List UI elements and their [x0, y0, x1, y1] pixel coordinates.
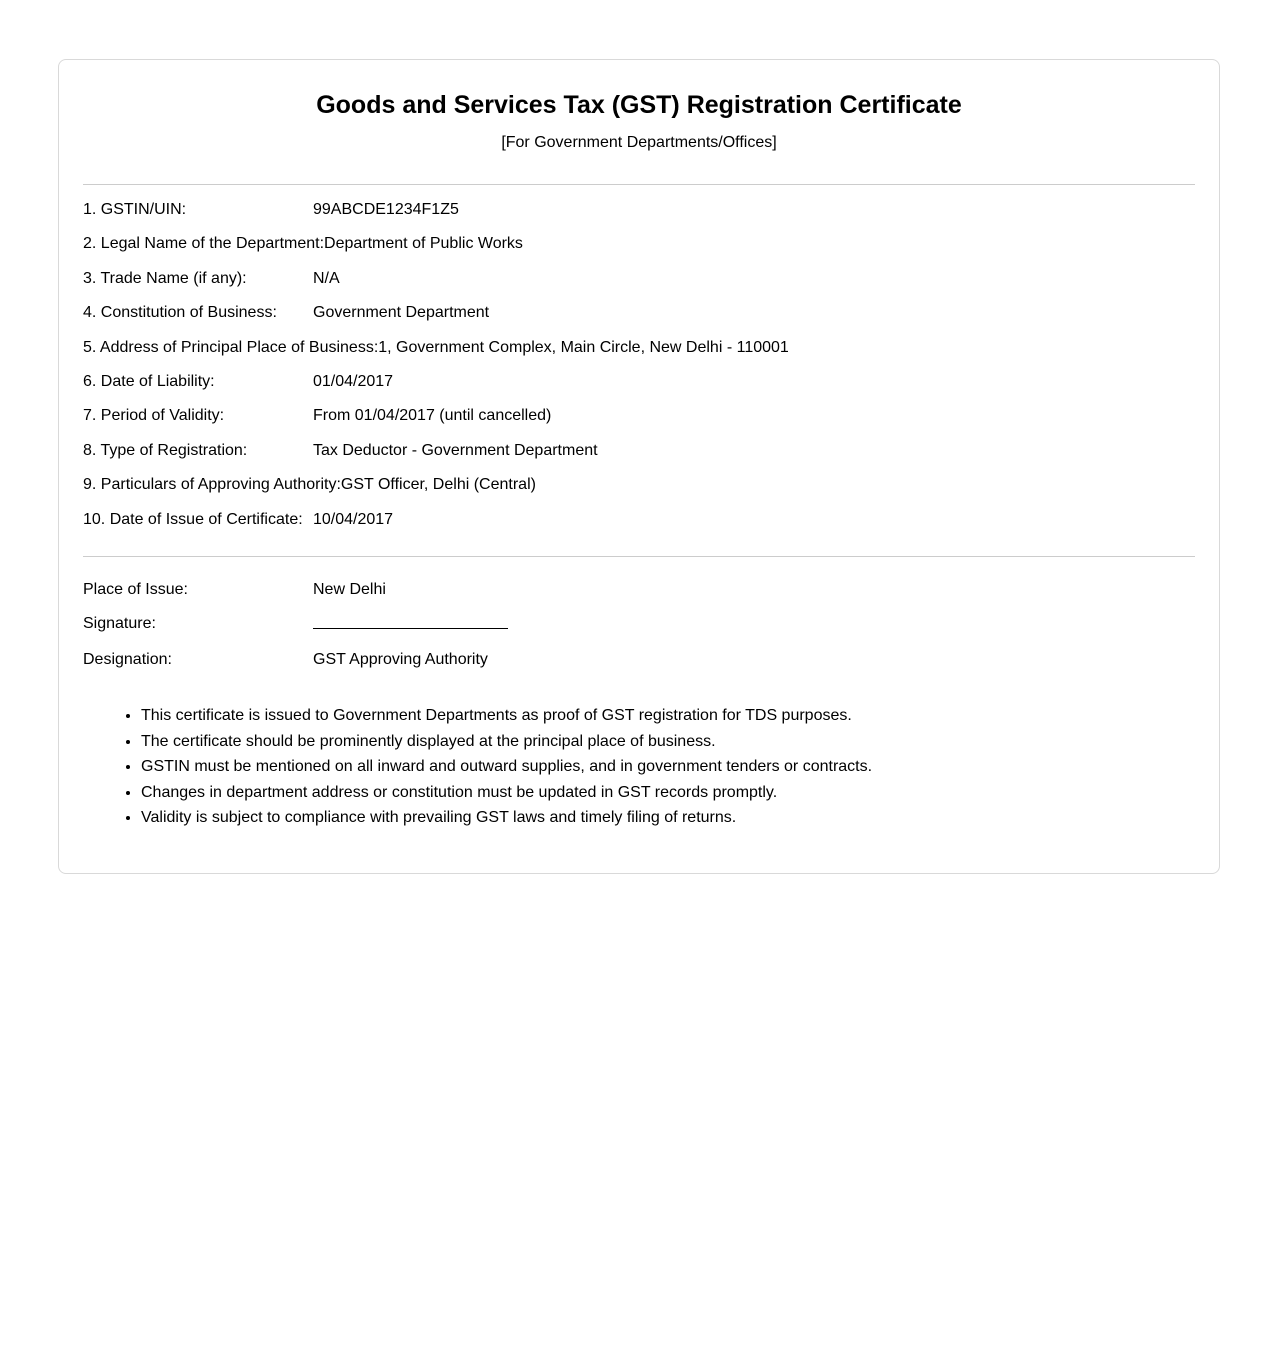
field-value: Government Department [313, 304, 490, 322]
certificate-card [58, 59, 1220, 874]
field-row [83, 407, 1195, 425]
field-value: Tax Deductor - Government Department [313, 441, 598, 459]
note-item: • This certificate is issued to Government Departments as proof of GST registration for TDS purposes. [141, 703, 1195, 729]
field-label: 8. Type of Registration: [83, 441, 248, 459]
place-of-issue-row [83, 581, 1195, 599]
field-label: 7. Period of Validity: [83, 407, 225, 425]
issue-section [83, 581, 1195, 669]
field-value: Department of Public Works [324, 235, 523, 253]
field-label: 10. Date of Issue of Certificate: [83, 510, 303, 528]
field-value: 99ABCDE1234F1Z5 [313, 201, 459, 218]
designation-label: Designation: [83, 650, 172, 668]
field-value: 1, Government Complex, Main Circle, New Delhi - 110001 [378, 338, 789, 356]
field-row [83, 476, 1195, 494]
designation-value: GST Approving Authority [313, 650, 488, 668]
page-subtitle: [For Government Departments/Offices] [501, 134, 777, 151]
field-row [83, 304, 1195, 322]
note-item: • Validity is subject to compliance with prevailing GST laws and timely filing of returns. [141, 805, 1195, 831]
field-label: 3. Trade Name (if any): [83, 269, 247, 287]
field-row [83, 373, 1195, 391]
field-value: 10/04/2017 [313, 510, 394, 528]
place-of-issue-label: Place of Issue: [83, 580, 188, 598]
field-row [83, 442, 1195, 460]
field-value: N/A [313, 269, 340, 287]
field-label: 4. Constitution of Business: [83, 304, 277, 322]
signature-label: Signature: [83, 615, 156, 633]
designation-row [83, 651, 1195, 669]
field-label: 5. Address of Principal Place of Business: [83, 338, 379, 356]
signature-row [83, 615, 1195, 634]
field-label: 1. GSTIN/UIN: [83, 201, 187, 218]
field-label: 6. Date of Liability: [83, 372, 215, 390]
field-row [83, 511, 1195, 529]
field-label: 2. Legal Name of the Department: [83, 235, 325, 253]
page-title: Goods and Services Tax (GST) Registration Certificate [316, 91, 962, 119]
field-row [83, 235, 1195, 253]
place-of-issue-value: New Delhi [313, 580, 386, 598]
note-item: • Changes in department address or constitution must be updated in GST records promptly. [141, 780, 1195, 806]
field-value: From 01/04/2017 (until cancelled) [313, 407, 552, 425]
footer-divider [83, 556, 1195, 557]
field-label: 9. Particulars of Approving Authority: [83, 476, 341, 494]
fields-section [83, 201, 1195, 529]
note-item: • GSTIN must be mentioned on all inward and outward supplies, and in government tenders or contracts. [141, 754, 1195, 780]
field-row [83, 201, 1195, 219]
notes-list [83, 703, 1195, 831]
field-value: GST Officer, Delhi (Central) [340, 476, 536, 494]
field-row [83, 339, 1195, 357]
header-divider [83, 184, 1195, 185]
field-value: 01/04/2017 [313, 372, 394, 390]
signature-line [313, 615, 508, 629]
field-row [83, 270, 1195, 288]
note-item: • The certificate should be prominently displayed at the principal place of business. [141, 729, 1195, 755]
